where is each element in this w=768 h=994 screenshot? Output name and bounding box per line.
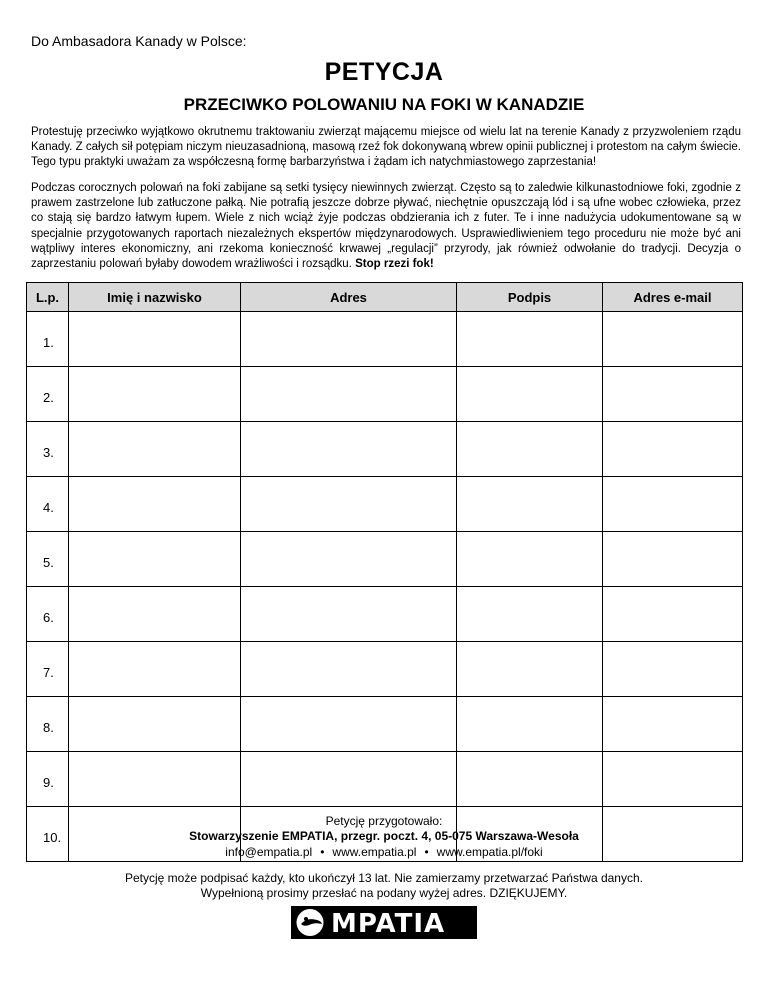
table-row: [27, 477, 743, 532]
address-cell[interactable]: [241, 587, 457, 642]
table-row: [27, 752, 743, 807]
email-cell[interactable]: [603, 697, 743, 752]
name-cell[interactable]: [69, 477, 241, 532]
row-number: 2.: [27, 367, 69, 422]
addressee-line: Do Ambasadora Kanady w Polsce:: [31, 33, 247, 49]
header-email: Adres e-mail: [603, 283, 743, 312]
intro-paragraph: Protestuję przeciwko wyjątkowo okrutnemu traktowaniu zwierząt mającemu miejsce od wielu lat na terenie Kanady z przyzwoleniem rządu Kanady. Z całych sił potępiam niczym nieuzasadnioną, masową rzeź fok dokonywaną wbrew opinii publicznej i protestom na całym świecie. Tego typu praktyki uważam za współczesną formę barbarzyństwa i żądam ich natychmiastowego zaprzestania!: [31, 126, 741, 169]
empatia-logo: [291, 906, 477, 939]
prepared-by-label: Petycję przygotowało:: [325, 814, 443, 828]
name-cell[interactable]: [69, 697, 241, 752]
name-cell[interactable]: [69, 312, 241, 367]
table-header-row: [27, 283, 743, 312]
details-text: Podczas corocznych polowań na foki zabijane są setki tysięcy niewinnych zwierząt. Często są to zaledwie kilkunastodniowe foki, zgodnie z prawem zastrzelone lub zatłuczone pałką. Nie potrafią jeszcze dobrze pływać, niechętnie opuszczają lód i są ufne wobec człowieka, przez co stają się bardzo łatwym łupem. Wiele z nich wciąż żyje podczas obdzierania ich z futer. Te i inne nadużycia udokumentowane są w specjalnie przygotowanych raportach niezależnych ekspertów międzynarodowych. Usprawiedliwieniem tego proceduru nie może być ani wątpliwy interes ekonomiczny, ani rzekoma konieczność krwawej „regulacji” przyrody, jak również odwołanie do tradycji. Decyzja o zaprzestaniu polowań byłaby dowodem wrażliwości i rozsądku.: [31, 182, 741, 271]
name-cell[interactable]: [69, 752, 241, 807]
row-number: 9.: [27, 752, 69, 807]
table-row: [27, 367, 743, 422]
address-cell[interactable]: [241, 477, 457, 532]
signature-cell[interactable]: [457, 642, 603, 697]
email-cell[interactable]: [603, 422, 743, 477]
table-row: [27, 422, 743, 477]
table-row: [27, 532, 743, 587]
row-number: 5.: [27, 532, 69, 587]
bullet-separator: •: [424, 845, 429, 859]
logo-text: MPATIA: [331, 909, 446, 939]
signature-cell[interactable]: [457, 422, 603, 477]
address-cell[interactable]: [241, 752, 457, 807]
row-number: 10.: [27, 807, 69, 862]
email-cell[interactable]: [603, 312, 743, 367]
name-cell[interactable]: [69, 587, 241, 642]
table-row: [27, 312, 743, 367]
eligibility-note: Petycję może podpisać każdy, kto ukończył 13 lat. Nie zamierzamy przetwarzać Państwa danych.: [124, 871, 643, 885]
signature-cell[interactable]: [457, 752, 603, 807]
header-signature: Podpis: [457, 283, 603, 312]
address-cell[interactable]: [241, 422, 457, 477]
email-cell[interactable]: [603, 367, 743, 422]
email-link[interactable]: info@empatia.pl: [225, 845, 313, 859]
row-number: 7.: [27, 642, 69, 697]
name-cell[interactable]: [69, 642, 241, 697]
signature-cell[interactable]: [457, 532, 603, 587]
slogan-text: Stop rzezi fok!: [355, 258, 434, 271]
address-cell[interactable]: [241, 312, 457, 367]
bullet-separator: •: [320, 845, 325, 859]
email-cell[interactable]: [603, 477, 743, 532]
email-cell[interactable]: [603, 642, 743, 697]
email-cell[interactable]: [603, 532, 743, 587]
page-subtitle: PRZECIWKO POLOWANIU NA FOKI W KANADZIE: [183, 95, 585, 114]
page-title: PETYCJA: [324, 58, 444, 86]
signature-cell[interactable]: [457, 312, 603, 367]
empatia-seal-logo-icon: [295, 908, 325, 937]
signature-table: [26, 282, 743, 862]
address-cell[interactable]: [241, 532, 457, 587]
website-link[interactable]: www.empatia.pl: [332, 845, 417, 859]
signature-cell[interactable]: [457, 477, 603, 532]
signature-cell[interactable]: [457, 697, 603, 752]
name-cell[interactable]: [69, 532, 241, 587]
row-number: 4.: [27, 477, 69, 532]
organization-address: Stowarzyszenie EMPATIA, przegr. poczt. 4, 05-075 Warszawa-Wesoła: [189, 829, 579, 843]
signature-cell[interactable]: [457, 587, 603, 642]
email-cell[interactable]: [603, 752, 743, 807]
table-row: [27, 642, 743, 697]
address-cell[interactable]: [241, 642, 457, 697]
foki-website-link[interactable]: www.empatia.pl/foki: [436, 845, 543, 859]
name-cell[interactable]: [69, 422, 241, 477]
email-cell[interactable]: [603, 587, 743, 642]
row-number: 3.: [27, 422, 69, 477]
send-back-note: Wypełnioną prosimy przesłać na podany wyżej adres. DZIĘKUJEMY.: [200, 886, 568, 900]
row-number: 1.: [27, 312, 69, 367]
row-number: 6.: [27, 587, 69, 642]
row-number: 8.: [27, 697, 69, 752]
header-address: Adres: [241, 283, 457, 312]
details-paragraph: [31, 181, 741, 272]
contact-line: [0, 845, 768, 859]
name-cell[interactable]: [69, 367, 241, 422]
table-row: [27, 697, 743, 752]
signature-cell[interactable]: [457, 367, 603, 422]
header-name: Imię i nazwisko: [69, 283, 241, 312]
header-lp: L.p.: [27, 283, 69, 312]
address-cell[interactable]: [241, 697, 457, 752]
address-cell[interactable]: [241, 367, 457, 422]
table-row: [27, 587, 743, 642]
